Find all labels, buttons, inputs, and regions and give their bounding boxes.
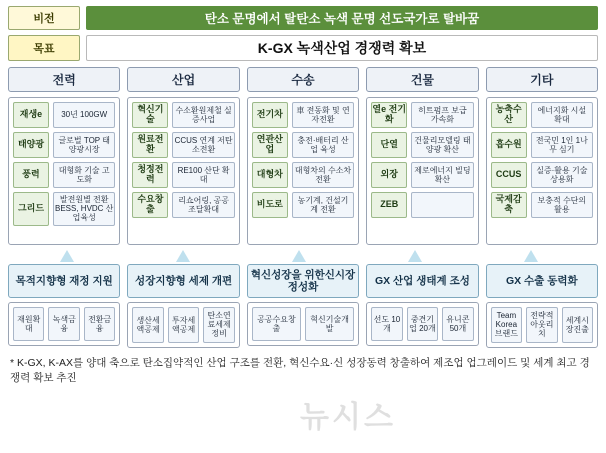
strategy-column-finance — [8, 264, 120, 348]
pillar-row-desc: 수소환원제철 실증사업 — [172, 102, 234, 128]
pillar-row — [491, 192, 593, 218]
pillar-row — [371, 102, 473, 128]
pillar-column-transport — [247, 67, 359, 245]
pillar-row — [371, 162, 473, 188]
pillar-row-label: 연관산업 — [252, 132, 288, 158]
pillar-row-label: 원료전환 — [132, 132, 168, 158]
strategy-item: 투자세액공제 — [168, 307, 199, 343]
pillar-row-desc: 대형화 기술 고도화 — [53, 162, 115, 188]
pillar-row — [252, 132, 354, 158]
vision-tag: 비전 — [8, 6, 80, 30]
pillar-row-desc: 글로벌 TOP 태양광시장 — [53, 132, 115, 158]
pillar-row-label: 수요창출 — [132, 192, 168, 218]
pillar-row — [491, 162, 593, 188]
pillar-row-desc: 에너지화 시설 확대 — [531, 102, 593, 128]
strategy-item: Team Korea 브랜드 — [491, 307, 522, 343]
pillar-title: 산업 — [127, 67, 239, 92]
pillar-row-label: 외장 — [371, 162, 407, 188]
strategy-column-export — [486, 264, 598, 348]
goal-row — [8, 35, 598, 61]
arrow-up-icon — [292, 250, 306, 262]
pillar-row-desc: 대형차의 수소차 전환 — [292, 162, 354, 188]
pillar-title: 건물 — [366, 67, 478, 92]
pillar-body — [366, 97, 478, 245]
arrow-up-icon — [524, 250, 538, 262]
pillar-row — [132, 192, 234, 218]
connector-arrows — [8, 250, 598, 264]
pillar-row — [132, 102, 234, 128]
vision-banner: 탄소 문명에서 탈탄소 녹색 문명 선도국가로 탈바꿈 — [86, 6, 598, 30]
pillar-column-building — [366, 67, 478, 245]
pillar-row-desc: 충전·배터리 산업 육성 — [292, 132, 354, 158]
pillar-row — [491, 102, 593, 128]
pillar-row-desc: 히트펌프 보급 가속화 — [411, 102, 473, 128]
arrow-up-icon — [176, 250, 190, 262]
pillar-row — [13, 162, 115, 188]
pillar-row — [252, 192, 354, 218]
pillar-row-label: CCUS — [491, 162, 527, 188]
pillar-row-desc: 리쇼어링, 공공조달확대 — [172, 192, 234, 218]
pillar-column-power — [8, 67, 120, 245]
pillar-row-desc: 농기계, 건설기계 전환 — [292, 192, 354, 218]
pillar-row-desc: 車 전동화 및 연자전환 — [292, 102, 354, 128]
pillar-title: 전력 — [8, 67, 120, 92]
strategy-title: 목적지향형 재정 지원 — [8, 264, 120, 298]
strategy-item: 탄소연료세제정비 — [203, 307, 234, 343]
strategy-columns — [8, 264, 598, 348]
goal-banner: K-GX 녹색산업 경쟁력 확보 — [86, 35, 598, 61]
strategy-item: 혁신기술개발 — [305, 307, 354, 341]
pillar-row-label: 대형차 — [252, 162, 288, 188]
strategy-title: GX 수출 동력화 — [486, 264, 598, 298]
strategy-item: 전략적 아웃리치 — [526, 307, 557, 343]
pillar-row-desc: 전국민 1인 1나무 심기 — [531, 132, 593, 158]
pillar-row-label: 흡수원 — [491, 132, 527, 158]
pillar-row-label: 단열 — [371, 132, 407, 158]
pillar-body — [127, 97, 239, 245]
pillar-row — [132, 162, 234, 188]
strategy-title: GX 산업 생태계 조성 — [366, 264, 478, 298]
pillar-row — [491, 132, 593, 158]
strategy-body — [486, 302, 598, 348]
strategy-title: 성장지향형 세제 개편 — [127, 264, 239, 298]
strategy-title: 혁신성장을 위한신시장정성화 — [247, 264, 359, 298]
pillar-row-label: 국제감축 — [491, 192, 527, 218]
pillar-title: 기타 — [486, 67, 598, 92]
pillar-row-desc: 30년 100GW — [53, 102, 115, 128]
footnote: * K-GX, K-AX를 양대 축으로 탄소집약적인 산업 구조를 전환, 혁신수요·신 성장동력 창출하여 제조업 업그레이드 및 세계 최고 경쟁력 확보 추진 — [10, 356, 590, 385]
strategy-item: 공공수요창출 — [252, 307, 301, 341]
strategy-item: 유니콘 50개 — [442, 307, 473, 341]
pillar-row-desc: 발전원별 전환 BESS, HVDC 산업육성 — [53, 192, 115, 226]
pillar-row-desc — [411, 192, 473, 218]
pillar-row — [13, 132, 115, 158]
pillar-columns — [8, 67, 598, 245]
strategy-column-ecosystem — [366, 264, 478, 348]
pillar-column-other — [486, 67, 598, 245]
strategy-item: 재원확대 — [13, 307, 44, 341]
pillar-column-industry — [127, 67, 239, 245]
pillar-row-label: 농축수산 — [491, 102, 527, 128]
strategy-body — [366, 302, 478, 346]
strategy-item: 세계시장진출 — [562, 307, 593, 343]
strategy-body — [247, 302, 359, 346]
arrow-up-icon — [408, 250, 422, 262]
strategy-item: 녹색금융 — [48, 307, 79, 341]
pillar-body — [486, 97, 598, 245]
pillar-row — [13, 192, 115, 226]
pillar-row-desc: RE100 산단 확대 — [172, 162, 234, 188]
pillar-row — [371, 132, 473, 158]
pillar-row-label: 비도로 — [252, 192, 288, 218]
pillar-row — [371, 192, 473, 218]
pillar-row-label: 열e 전기화 — [371, 102, 407, 128]
strategy-item: 선도 10개 — [371, 307, 402, 341]
pillar-row-desc: 보충적 수단의 활용 — [531, 192, 593, 218]
pillar-body — [247, 97, 359, 245]
pillar-row-label: 전기차 — [252, 102, 288, 128]
pillar-row — [132, 132, 234, 158]
pillar-body — [8, 97, 120, 245]
strategy-item: 전환금융 — [84, 307, 115, 341]
strategy-body — [8, 302, 120, 346]
pillar-row-label: 태양광 — [13, 132, 49, 158]
strategy-item: 생산세액공제 — [132, 307, 163, 343]
strategy-item: 중견기업 20개 — [407, 307, 438, 341]
watermark: 뉴시스 — [300, 401, 396, 434]
goal-tag: 목표 — [8, 35, 80, 61]
pillar-row-desc: CCUS 연계 저탄소전환 — [172, 132, 234, 158]
pillar-row — [13, 102, 115, 128]
vision-row — [8, 6, 598, 30]
pillar-row-label: 청정전력 — [132, 162, 168, 188]
pillar-row-desc: 실증·활용 기술 상용화 — [531, 162, 593, 188]
pillar-row-desc: 제로에너지 빌딩 확산 — [411, 162, 473, 188]
strategy-column-tax — [127, 264, 239, 348]
arrow-up-icon — [60, 250, 74, 262]
pillar-row-label: 혁신기술 — [132, 102, 168, 128]
pillar-row-label: 재생e — [13, 102, 49, 128]
pillar-row — [252, 102, 354, 128]
pillar-row-desc: 건물리모델링 태양광 확산 — [411, 132, 473, 158]
strategy-body — [127, 302, 239, 348]
pillar-row-label: 풍력 — [13, 162, 49, 188]
pillar-title: 수송 — [247, 67, 359, 92]
pillar-row-label: ZEB — [371, 192, 407, 218]
pillar-row-label: 그리드 — [13, 192, 49, 226]
strategy-column-newmarket — [247, 264, 359, 348]
pillar-row — [252, 162, 354, 188]
